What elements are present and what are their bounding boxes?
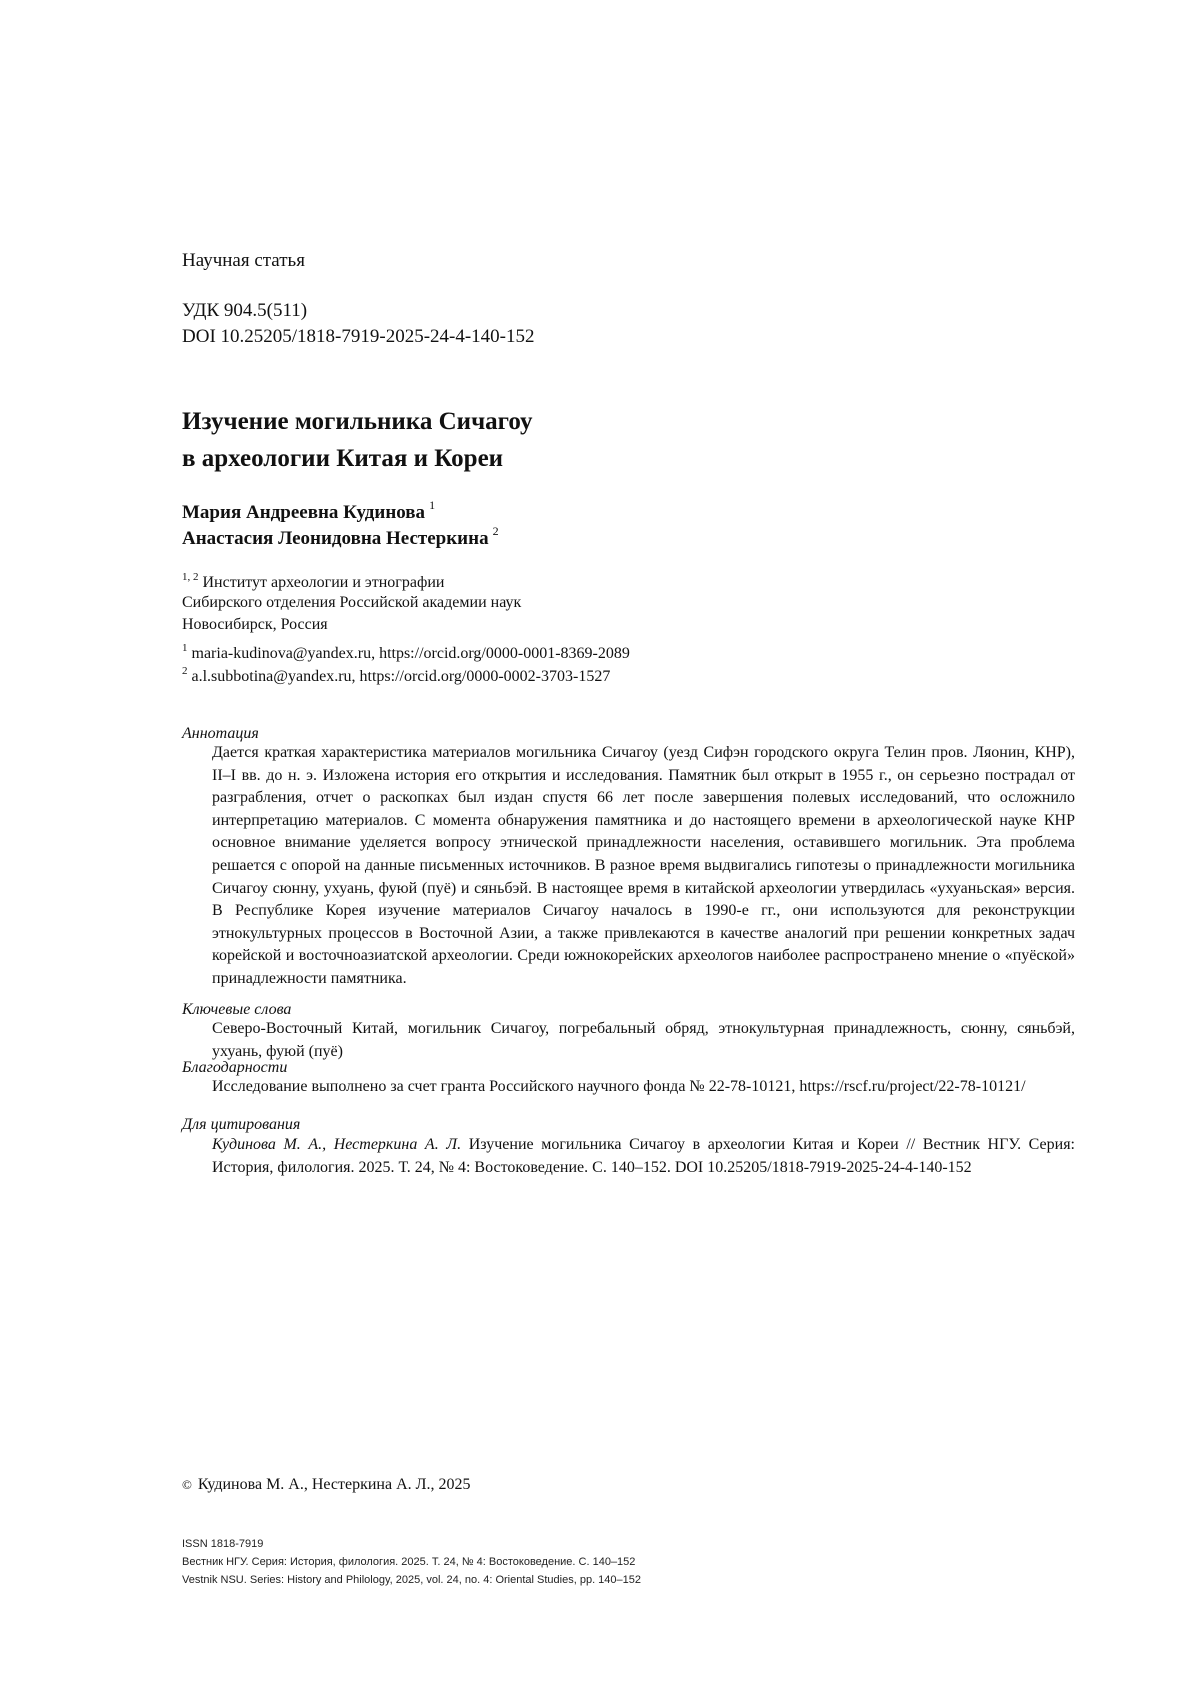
affiliation-line-1 — [182, 571, 444, 592]
author-2 — [182, 524, 499, 550]
acknowledgements-label: Благодарности — [182, 1059, 287, 1077]
article-title — [182, 403, 532, 477]
affiliation-line-2: Сибирского отделения Российской академии наук — [182, 594, 521, 612]
abstract-text: Дается краткая характеристика материалов могильника Сичагоу (уезд Сифэн городского округа Телин пров. Ляонин, КНР), II–I вв. до н. э. Изложена история его открытия и исследования. Памятник был открыт в 1955 г., он серьезно пострадал от разграбления, отчет о раскопках был издан спустя 66 лет после завершения полевых исследований, что осложнило интерпретацию материалов. С момента обнаружения памятника и до настоящего времени в археологической науке КНР основное внимание уделяется вопросу этнической принадлежности населения, оставившего могильник. Эта проблема решается с опорой на данные письменных источников. В разное время выдвигались гипотезы о принадлежности могильника Сичагоу сюнну, ухуань, фуюй (пуё) и сяньбэй. В настоящее время в китайской археологии утвердилась «ухуаньская» версия. В Рес­публике Корея изучение материалов Сичагоу началось в 1990-е гг., они используются для реконструкции этнокультурных процессов в Восточной Азии, а также привлекаются в качестве аналогий при решении кон­кретных задач корейской и восточноазиатской археологии. Среди южнокорейских археологов наиболее рас­пространено мнение о «пуёской» принадлежности памятника. — [212, 742, 1075, 991]
contact-mark: 2 — [182, 665, 188, 677]
doi[interactable]: DOI 10.25205/1818-7919-2025-24-4-140-152 — [182, 326, 535, 348]
contact-link[interactable]: maria-kudinova@yandex.ru, https://orcid.org/0000-0001-8369-2089 — [192, 645, 630, 662]
copyright-icon: © — [182, 1477, 192, 1492]
contact-link[interactable]: a.l.subbotina@yandex.ru, https://orcid.org/0000-0002-3703-1527 — [192, 668, 611, 685]
affiliation-marks: 1, 2 — [182, 571, 199, 583]
udc-code: УДК 904.5(511) — [182, 300, 307, 322]
contact-mark: 1 — [182, 642, 188, 654]
author-mark: 2 — [493, 524, 499, 538]
keywords-text: Северо-Восточный Китай, могильник Сичагоу, погребальный обряд, этнокультурная принадлежность, сюнну, сяньбэй, ухуань, фуюй (пуё) — [212, 1018, 1075, 1063]
title-line-2: в археологии Китая и Кореи — [182, 440, 532, 477]
author-1-contact — [182, 642, 630, 663]
citation-label: Для цитирования — [182, 1116, 300, 1134]
affiliation-institute: Институт археологии и этнографии — [203, 574, 445, 591]
affiliation-line-3: Новосибирск, Россия — [182, 616, 328, 634]
issn: ISSN 1818-7919 — [182, 1538, 263, 1550]
author-2-contact — [182, 665, 610, 686]
author-name: Анастасия Леонидовна Нестеркина — [182, 528, 489, 549]
copyright — [182, 1476, 471, 1494]
citation-text — [212, 1134, 1075, 1179]
journal-info-en: Vestnik NSU. Series: History and Philology, 2025, vol. 24, no. 4: Oriental Studies, pp. 140–152 — [182, 1574, 641, 1586]
journal-info-ru: Вестник НГУ. Серия: История, филология. 2025. Т. 24, № 4: Востоковедение. С. 140–152 — [182, 1556, 635, 1568]
author-1 — [182, 498, 435, 524]
acknowledgements-text: Исследование выполнено за счет гранта Российского научного фонда № 22-78-10121, https://rscf.ru/project/22-78-10121/ — [212, 1076, 1075, 1099]
citation-authors: Кудинова М. А., Нестеркина А. Л. — [212, 1136, 461, 1153]
author-name: Мария Андреевна Кудинова — [182, 502, 425, 523]
article-type: Научная статья — [182, 250, 305, 272]
title-line-1: Изучение могильника Сичагоу — [182, 403, 532, 440]
keywords-label: Ключевые слова — [182, 1001, 291, 1019]
citation-body: Изучение могильника Сичагоу в археологии Китая и Кореи // Вестник НГУ. Серия: История, филология. 2025. Т. 24, № 4: Востоковедение. С. 140–152. DOI 10.25205/1818-7919-2025-24-4-140-152 — [212, 1136, 1075, 1176]
author-mark: 1 — [429, 498, 435, 512]
copyright-text: Кудинова М. А., Нестеркина А. Л., 2025 — [198, 1476, 471, 1493]
abstract-label: Аннотация — [182, 725, 259, 743]
